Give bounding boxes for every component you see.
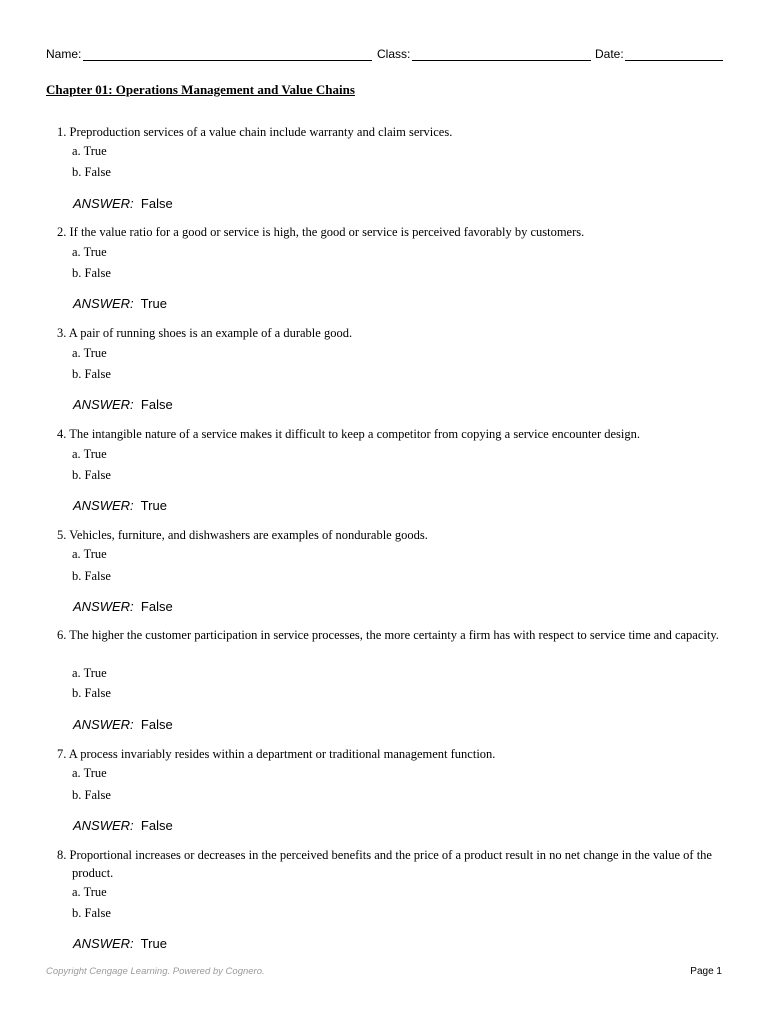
option-b: b. False [72,468,111,482]
chapter-title: Chapter 01: Operations Management and Value Chains [46,82,355,97]
option-a: a. True [72,766,107,780]
answer-value: False [140,818,173,833]
answer-line [73,599,173,614]
question-text: 8. Proportional increases or decreases in the perceived benefits and the price of a product result in no net change in the value of the product. [57,848,712,880]
answer-line [73,498,167,513]
footer-page-number: Page 1 [690,966,722,977]
answer-value: False [140,717,173,732]
answer-value: False [140,599,173,614]
answer-label: ANSWER: [73,599,134,614]
class-label: Class: [377,47,411,61]
answer-line [73,717,173,732]
answer-value: False [140,196,173,211]
answer-line [73,296,167,311]
option-b: b. False [72,906,111,920]
option-a: a. True [72,885,107,899]
question-text: 1. Preproduction services of a value chain include warranty and claim services. [57,125,453,139]
question-text: 5. Vehicles, furniture, and dishwashers are examples of nondurable goods. [57,528,428,542]
option-a: a. True [72,547,107,561]
option-a: a. True [72,666,107,680]
option-b: b. False [72,367,111,381]
option-b: b. False [72,165,111,179]
answer-line [73,196,173,211]
option-b: b. False [72,569,111,583]
answer-label: ANSWER: [73,498,134,513]
question-text: 3. A pair of running shoes is an example of a durable good. [57,326,353,340]
answer-label: ANSWER: [73,196,134,211]
footer-copyright: Copyright Cengage Learning. Powered by Cognero. [46,966,265,977]
question-text: 7. A process invariably resides within a department or traditional management function. [57,747,496,761]
answer-line [73,397,173,412]
answer-value: True [140,936,167,951]
option-a: a. True [72,144,107,158]
date-label: Date: [595,47,624,61]
option-b: b. False [72,686,111,700]
question-text: 2. If the value ratio for a good or service is high, the good or service is perceived favorably by customers. [57,225,585,239]
answer-value: False [140,397,173,412]
answer-value: True [140,498,167,513]
date-blank-line [625,60,723,61]
option-a: a. True [72,346,107,360]
answer-line [73,818,173,833]
answer-line [73,936,167,951]
option-b: b. False [72,266,111,280]
answer-label: ANSWER: [73,936,134,951]
answer-label: ANSWER: [73,818,134,833]
answer-label: ANSWER: [73,296,134,311]
option-a: a. True [72,447,107,461]
question-text: 6. The higher the customer participation in service processes, the more certainty a firm has with respect to service time and capacity. [57,628,719,642]
option-a: a. True [72,245,107,259]
answer-label: ANSWER: [73,717,134,732]
answer-label: ANSWER: [73,397,134,412]
name-label: Name: [46,47,82,61]
answer-value: True [140,296,167,311]
name-blank-line [83,60,372,61]
header-fields [46,45,723,65]
class-blank-line [412,60,591,61]
option-b: b. False [72,788,111,802]
question-text: 4. The intangible nature of a service makes it difficult to keep a competitor from copying a service encounter design. [57,427,641,441]
